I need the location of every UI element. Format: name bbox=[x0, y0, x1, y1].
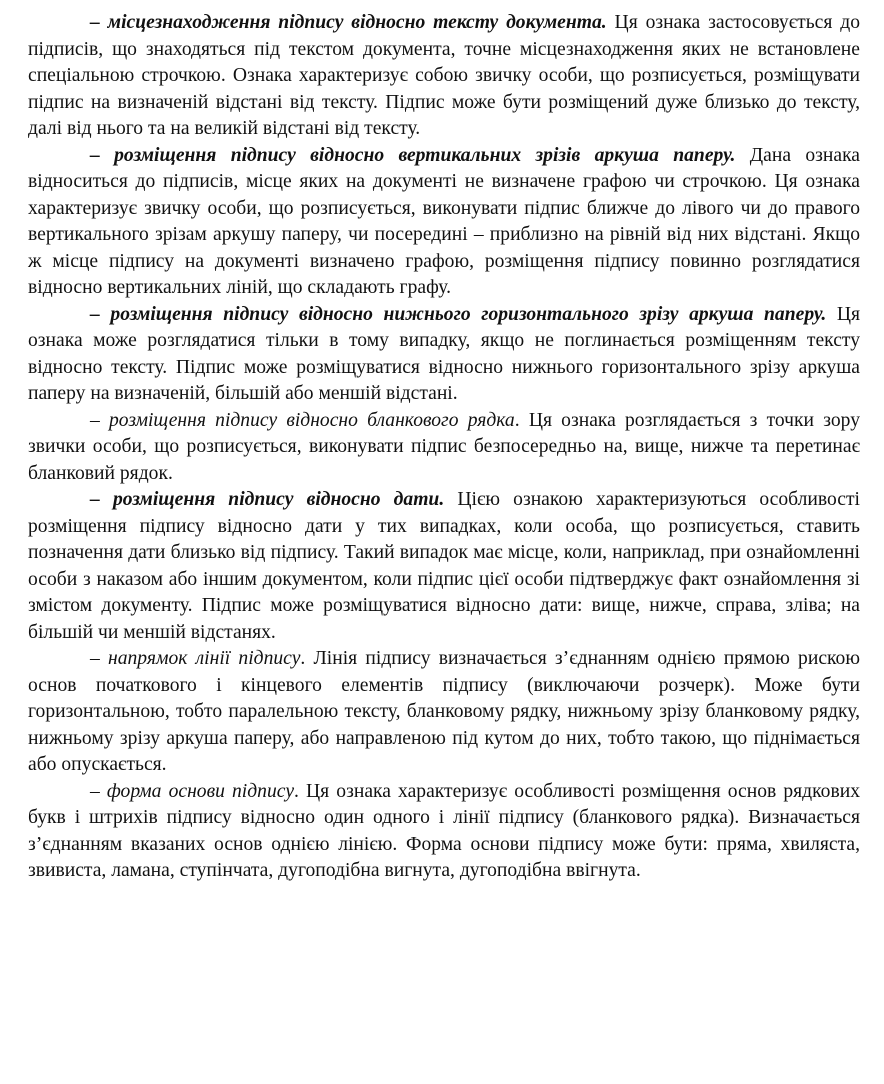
term-signature-line-direction: – напрямок лінії підпису bbox=[90, 648, 301, 669]
paragraph-body: Ця ознака може розглядатися тільки в тому випадку, якщо не поглинається розміщенням тексту відносно тексту. Підпис може розміщуватися відносно нижнього горизонтального зрізу аркуша паперу на визначеній, більшій або меншій відстані. bbox=[28, 303, 860, 404]
paragraph-signature-location-text bbox=[28, 10, 860, 143]
paragraph-signature-form-line bbox=[28, 408, 860, 488]
paragraph-body: . Лінія підпису визначається з’єднанням однією прямою рискою основ початкового і кінцевого елементів підпису (виключаючи розчерк). Може бути горизонтальною, тобто паралельною тексту, бланковому рядку, нижньому зрізу бланковому рядку, нижньому зрізу аркуша паперу, або направленою під кутом до них, тобто такою, що піднімається або опускається. bbox=[28, 648, 860, 775]
paragraph-body: . Ця ознака розглядається з точки зору звички особи, що розписується, виконувати підпис безпосередньо на, вище, нижче та перетинає бланковий рядок. bbox=[28, 409, 860, 484]
term-signature-base-shape: – форма основи підпису bbox=[90, 780, 295, 802]
term-signature-location-text: – місцезнаходження підпису відносно тексту документа. bbox=[90, 12, 607, 33]
paragraph-signature-base-shape bbox=[28, 779, 860, 885]
paragraph-body: . Ця ознака характеризує особливості розміщення основ рядкових букв і штрихів підпису відносно один одного і лінії підпису (бланкового рядка). Визначається з’єднанням вказаних основ однією лінією. Форма основи підпису може бути: пряма, хвиляста, звивиста, ламана, ступінчата, дугоподібна вигнута, дугоподібна ввігнута. bbox=[28, 780, 860, 881]
paragraph-signature-date bbox=[28, 487, 860, 646]
paragraph-signature-vertical-edges bbox=[28, 143, 860, 302]
paragraph-body: Дана ознака відноситься до підписів, місце яких на документі не визначене графою чи строчкою. Ця ознака характеризує звичку особи, що розписується, виконувати підпис ближче до лівого чи до правого вертикального зрізам аркушу паперу, чи посередині – приблизно на рівній від них відстані. Якщо ж місце підпису на документі визначено графою, розміщення підпису повинно розглядатися відносно вертикальних ліній, що складають графу. bbox=[28, 144, 860, 298]
paragraph-body: Ця ознака застосовується до підписів, що знаходяться під текстом документа, точне місцезнаходження яких не встановлене спеціальною строчкою. Ознака характеризує собою звичку особи, що розписується, розміщувати підпис на визначеній відстані від тексту. Підпис може бути розміщений дуже близько до тексту, далі від нього та на великій відстані від тексту. bbox=[28, 12, 860, 139]
term-signature-date: – розміщення підпису відносно дати. bbox=[90, 489, 445, 510]
term-signature-vertical-edges: – розміщення підпису відносно вертикальних зрізів аркуша паперу. bbox=[90, 144, 736, 166]
paragraph-signature-bottom-edge bbox=[28, 302, 860, 408]
term-signature-bottom-edge: – розміщення підпису відносно нижнього горизонтального зрізу аркуша паперу. bbox=[90, 303, 827, 325]
term-signature-form-line: – розміщення підпису відносно бланкового рядка bbox=[90, 409, 515, 431]
paragraph-body: Цією ознакою характеризуються особливості розміщення підпису відносно дати у тих випадках, коли особа, що розписується, ставить позначення дати близько від підпису. Такий випадок має місце, коли, наприклад, при ознайомленні особи з наказом або іншим документом, коли підпис цієї особи підтверджує факт ознайомлення зі змістом документу. Підпис може розміщуватися відносно дати: вище, нижче, справа, зліва; на більшій чи меншій відстанях. bbox=[28, 489, 860, 643]
paragraph-signature-line-direction bbox=[28, 646, 860, 779]
